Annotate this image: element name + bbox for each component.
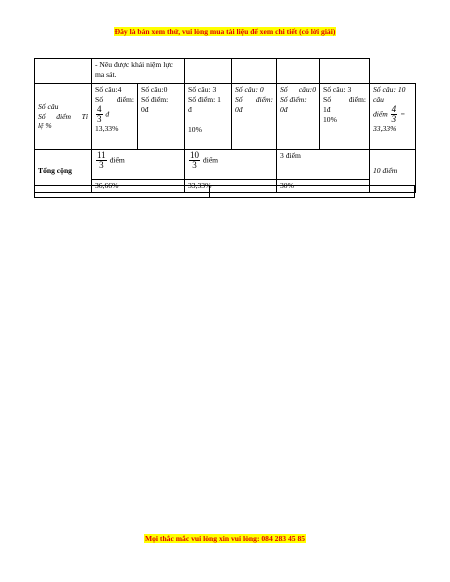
unit: điểm — [109, 155, 125, 165]
table-cell — [277, 59, 320, 84]
score-matrix-table — [34, 58, 416, 193]
word: = — [400, 108, 406, 118]
numerator: 4 — [97, 103, 102, 114]
count-text: Số câu:0 — [141, 85, 168, 94]
total-label: Tổng cộng — [38, 166, 72, 175]
table-cell — [277, 84, 320, 150]
percent-text: 10% — [323, 114, 337, 124]
percent-text: 36,66% — [95, 181, 119, 190]
table-cell — [185, 59, 232, 84]
word: câu:0 — [298, 85, 316, 94]
word: điểm: — [255, 94, 273, 104]
label-line: lệ % — [38, 121, 52, 131]
table-cell — [92, 84, 138, 150]
total-text: 10 điểm — [373, 166, 398, 175]
score-text: Số điểm: — [141, 94, 169, 104]
percent-text: 33,33% — [373, 123, 397, 133]
table-cell — [138, 84, 185, 150]
count-line — [280, 85, 316, 95]
table-row — [35, 84, 416, 150]
table-row — [35, 186, 415, 198]
label-line: Số câu — [38, 101, 59, 111]
score-value: 0đ — [280, 104, 288, 114]
table-cell — [370, 84, 416, 150]
denominator: 3 — [391, 113, 397, 124]
score-value: đ — [188, 104, 192, 114]
table-cell — [370, 59, 416, 84]
table-cell — [35, 59, 92, 84]
denominator: 3 — [97, 113, 102, 124]
percent-text: 13,33% — [95, 123, 119, 133]
fraction-line — [373, 105, 412, 124]
word: điểm: — [116, 94, 134, 104]
count-text: Số câu: 10 — [373, 85, 406, 94]
word: điểm — [373, 108, 388, 118]
count-text: Số câu:4 — [95, 85, 122, 94]
numerator: 10 — [190, 150, 199, 160]
count-text: Số câu: 3 — [188, 85, 217, 94]
label-line — [38, 112, 88, 122]
score-value: 0đ — [141, 104, 149, 114]
unit: đ — [105, 108, 110, 118]
word: câu — [373, 94, 384, 104]
table-cell — [210, 186, 415, 198]
fraction-line — [95, 105, 134, 124]
numerator: 4 — [391, 103, 397, 114]
total-cell — [277, 150, 370, 180]
preview-notice-text: Đây là bản xem thử, vui lòng mua tài liệu để xem chi tiết (có lời giải) — [114, 27, 336, 36]
table-cell — [92, 59, 185, 84]
total-cell — [92, 150, 185, 180]
contact-banner — [0, 534, 450, 544]
total-cell — [185, 150, 277, 180]
table-cell — [35, 186, 210, 198]
percent-text: 33,33% — [188, 181, 212, 190]
row-label-cell — [35, 84, 92, 150]
label-word: Số — [38, 111, 46, 121]
count-text: Số câu: 3 — [323, 85, 352, 94]
score-line — [323, 95, 366, 105]
table-row — [35, 150, 416, 180]
unit: điểm — [202, 155, 219, 165]
total-text: 3 điểm — [280, 151, 301, 160]
score-value: 1đ — [323, 104, 331, 114]
table-cell — [320, 59, 370, 84]
table-cell — [185, 84, 232, 150]
label-word: điểm — [56, 111, 71, 121]
contact-text: Mọi thắc mắc vui lòng xin vui lòng: 084 283 45 85 — [144, 534, 306, 543]
fraction — [96, 105, 103, 124]
word: Số — [235, 94, 243, 104]
score-text: Số điểm: — [280, 94, 307, 104]
label-word: Tỉ — [81, 111, 88, 121]
word: Số — [280, 85, 288, 94]
preview-notice-banner — [0, 27, 450, 37]
table-cell — [320, 84, 370, 150]
denominator: 3 — [99, 160, 104, 170]
score-text: Số điểm: 1 — [188, 94, 221, 104]
word: điểm: — [348, 94, 366, 104]
table-cell — [232, 59, 277, 84]
fraction — [96, 151, 107, 170]
content-text: - Nêu được khái niệm lực ma sát. — [95, 60, 173, 79]
numerator: 11 — [97, 150, 106, 160]
empty-table-strip — [34, 185, 415, 198]
percent-text: 10% — [188, 124, 202, 134]
table-row — [35, 59, 416, 84]
table-cell — [232, 84, 277, 150]
score-value: 0đ — [235, 104, 243, 114]
score-line — [235, 95, 273, 105]
fraction — [391, 105, 398, 124]
percent-text: 30% — [280, 181, 294, 190]
word: Số — [323, 94, 332, 104]
denominator: 3 — [192, 160, 197, 170]
count-text: Số câu: 0 — [235, 85, 264, 94]
word: Số — [95, 94, 104, 104]
fraction — [189, 151, 200, 170]
